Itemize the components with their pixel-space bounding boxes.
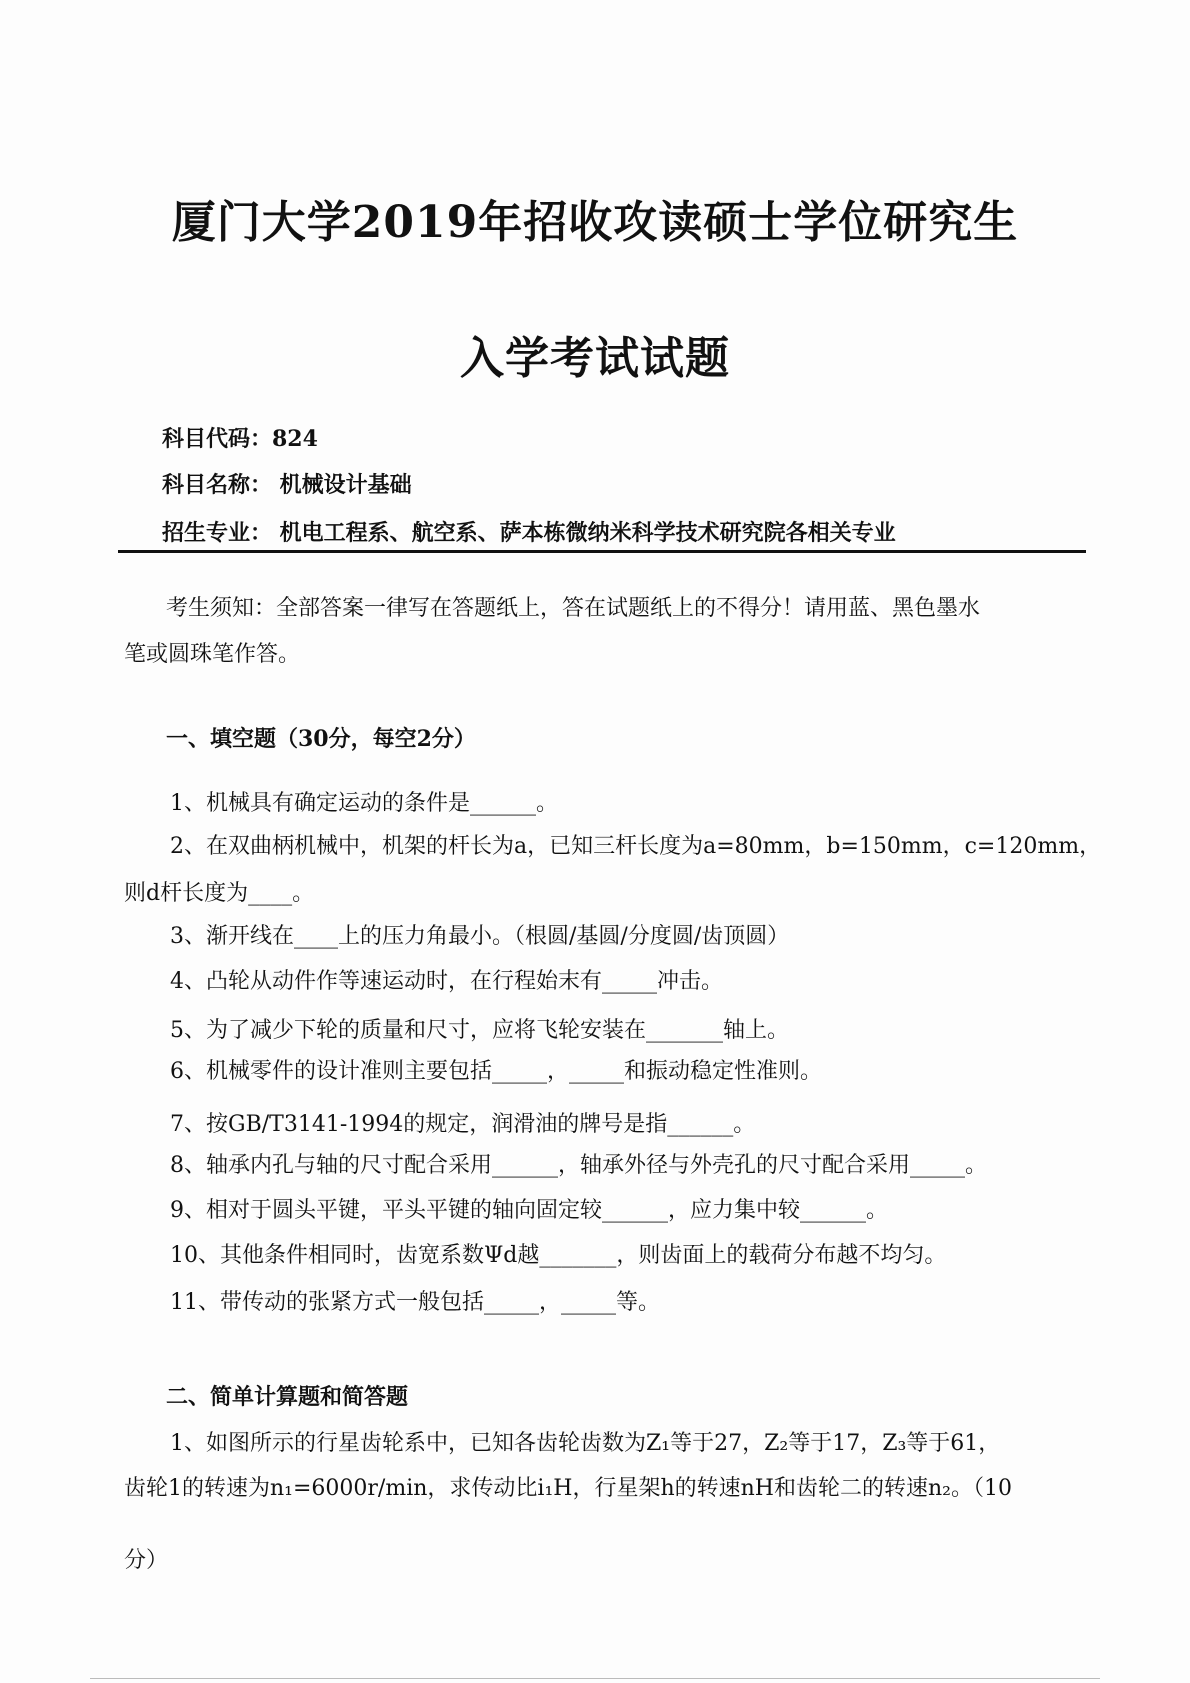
question-item: 9、相对于圆头平键，平头平键的轴向固定较______，应力集中较______。 xyxy=(170,1198,888,1223)
question-item: 4、凸轮从动件作等速运动时，在行程始末有_____冲击。 xyxy=(170,969,723,994)
section2-q1-line1: 1、如图所示的行星齿轮系中，已知各齿轮齿数为Z₁等于27，Z₂等于17，Z₃等于61， xyxy=(170,1431,1001,1456)
page-edge-line xyxy=(90,1678,1100,1679)
subject-name: 科目名称： 机械设计基础 xyxy=(162,472,412,498)
question-item: 10、其他条件相同时，齿宽系数Ψd越_______，则齿面上的载荷分布越不均匀。 xyxy=(170,1243,947,1268)
question-item: 11、带传动的张紧方式一般包括_____，_____等。 xyxy=(170,1290,660,1315)
majors: 招生专业： 机电工程系、航空系、萨本栋微纳米科学技术研究院各相关专业 xyxy=(162,520,896,546)
exam-title-line2: 入学考试试题 xyxy=(460,333,730,384)
question-item: 5、为了减少下轮的质量和尺寸，应将飞轮安装在_______轴上。 xyxy=(170,1018,789,1043)
exam-title-line1: 厦门大学2019年招收攻读硕士学位研究生 xyxy=(171,197,1019,248)
question-item: 7、按GB/T3141-1994的规定，润滑油的牌号是指______。 xyxy=(170,1112,756,1137)
notice-line2: 笔或圆珠笔作答。 xyxy=(124,642,301,667)
section1-title: 一、填空题（30分，每空2分） xyxy=(166,726,476,752)
section2-q1-line3: 分） xyxy=(124,1548,169,1573)
section2-title: 二、简单计算题和简答题 xyxy=(166,1384,409,1410)
header-divider xyxy=(118,550,1086,553)
question-item: 6、机械零件的设计准则主要包括_____，_____和振动稳定性准则。 xyxy=(170,1059,822,1084)
question-item: 1、机械具有确定运动的条件是______。 xyxy=(170,791,558,816)
question-item-continuation: 则d杆长度为____。 xyxy=(124,881,315,906)
section2-q1-line2: 齿轮1的转速为n₁=6000r/min，求传动比i₁H，行星架h的转速nH和齿轮二的转速n₂。（10 xyxy=(124,1476,1012,1501)
question-item: 3、渐开线在____上的压力角最小。（根圆/基圆/分度圆/齿顶圆） xyxy=(170,924,790,949)
subject-code: 科目代码：824 xyxy=(162,426,318,452)
question-item: 2、在双曲柄机械中，机架的杆长为a，已知三杆长度为a=80mm，b=150mm，c=120mm， xyxy=(170,834,1102,859)
notice-line1: 考生须知：全部答案一律写在答题纸上，答在试题纸上的不得分！请用蓝、黑色墨水 xyxy=(166,596,981,621)
question-item: 8、轴承内孔与轴的尺寸配合采用______，轴承外径与外壳孔的尺寸配合采用_____。 xyxy=(170,1153,987,1178)
